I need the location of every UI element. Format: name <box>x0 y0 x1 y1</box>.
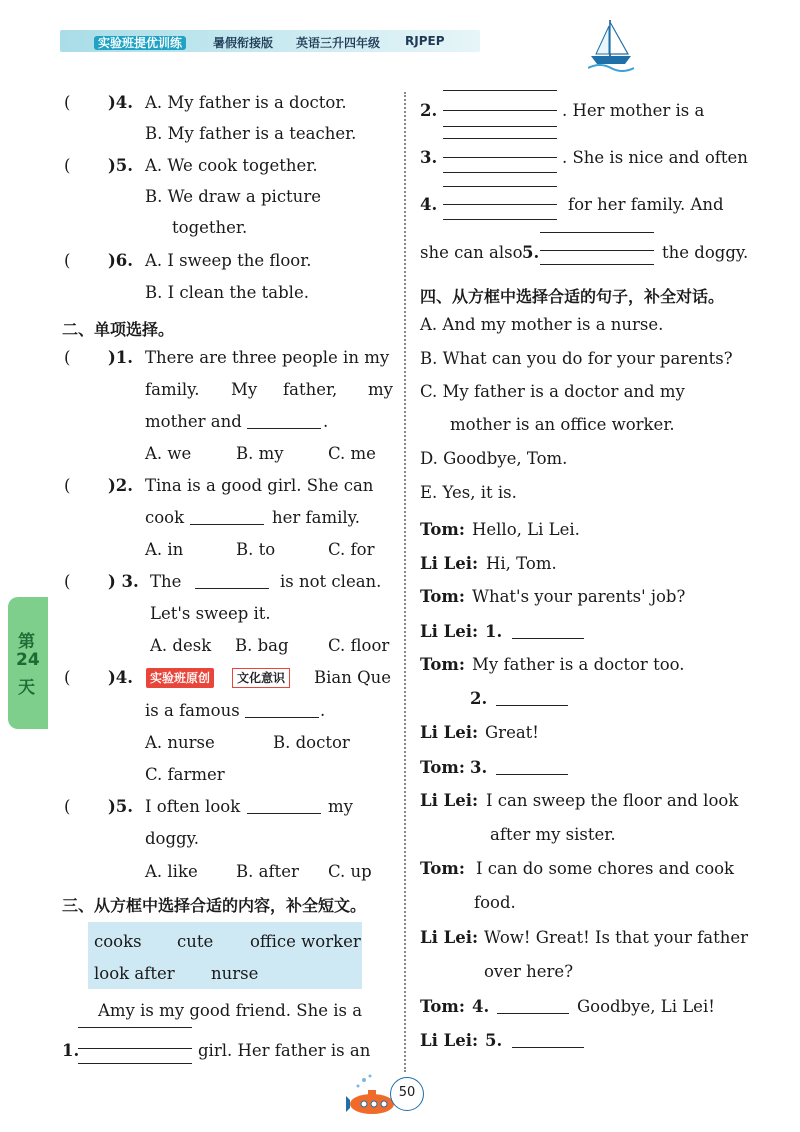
option: A. nurse <box>145 733 215 752</box>
page-number: 50 <box>398 1085 416 1100</box>
answer-blank-guide <box>443 126 557 127</box>
option: B. after <box>236 862 299 881</box>
word-bank-item: cute <box>177 932 214 951</box>
passage-text: . She is nice and often <box>562 148 748 167</box>
word-bank-item: office worker <box>250 932 361 951</box>
question-text: Let's sweep it. <box>150 604 271 623</box>
section-heading: 四、从方框中选择合适的句子，补全对话。 <box>420 287 725 306</box>
answer-blank[interactable] <box>497 1013 569 1014</box>
answer-paren: ( <box>64 668 71 687</box>
answer-blank-guide <box>443 90 557 91</box>
speaker: Tom: <box>420 655 465 674</box>
question-number: )5. <box>108 797 134 816</box>
speaker: Tom: <box>420 997 465 1016</box>
culture-tag: 文化意识 <box>232 668 290 688</box>
answer-blank-guide <box>78 1027 192 1028</box>
answer-blank[interactable] <box>78 1048 192 1049</box>
question-text: family. <box>145 380 200 399</box>
option: B. bag <box>235 636 289 655</box>
header-version: RJPEP <box>405 34 445 48</box>
day-tab-number: 24 <box>16 650 40 670</box>
blank-number: 2. <box>470 689 488 708</box>
question-text: her family. <box>272 508 361 527</box>
option: B. to <box>236 540 276 559</box>
option-b: B. We draw a picture <box>145 187 321 206</box>
sentence-choice: A. And my mother is a nurse. <box>420 315 664 334</box>
option: C. for <box>328 540 375 559</box>
answer-blank[interactable] <box>245 717 319 718</box>
question-text: I often look <box>145 797 241 816</box>
dialog-line: I can do some chores and cook <box>476 859 735 878</box>
answer-blank-guide <box>443 186 557 187</box>
question-number: )5. <box>108 156 134 175</box>
dialog-line-cont: over here? <box>484 962 574 981</box>
speaker: Li Lei: <box>420 723 479 742</box>
option: B. my <box>236 444 284 463</box>
answer-blank[interactable] <box>190 524 264 525</box>
sailboat-icon <box>588 16 634 72</box>
answer-blank[interactable] <box>512 1047 584 1048</box>
option: C. me <box>328 444 376 463</box>
option-a: A. We cook together. <box>145 156 318 175</box>
question-text: my <box>368 380 393 399</box>
dialog-line: Wow! Great! Is that your father <box>484 928 749 947</box>
dialog-line: My father is a doctor too. <box>472 655 685 674</box>
section-heading: 三、从方框中选择合适的内容，补全短文。 <box>62 896 367 915</box>
question-text: father, <box>283 380 338 399</box>
question-number: )4. <box>108 93 134 112</box>
header-subject: 英语三升四年级 <box>296 36 381 50</box>
day-tab-char-2: 天 <box>18 678 35 698</box>
question-text: cook <box>145 508 185 527</box>
answer-blank[interactable] <box>443 157 557 158</box>
option-a: A. My father is a doctor. <box>145 93 347 112</box>
question-text: doggy. <box>145 829 199 848</box>
speaker: Tom: <box>420 587 465 606</box>
word-bank-item: look after <box>94 964 175 983</box>
blank-number: 5. <box>522 243 540 262</box>
blank-number: 4. <box>472 997 490 1016</box>
question-text: The <box>150 572 182 591</box>
dialog-line-cont: food. <box>474 893 516 912</box>
answer-paren: ( <box>64 797 71 816</box>
page-number-badge <box>390 1077 424 1111</box>
question-number: )4. <box>108 668 134 687</box>
option: A. we <box>145 444 192 463</box>
dialog-line: Great! <box>485 723 539 742</box>
day-tab-char-1: 第 <box>18 632 35 652</box>
answer-blank-guide <box>540 232 654 233</box>
passage-text: the doggy. <box>662 243 749 262</box>
answer-paren: ( <box>64 348 71 367</box>
sentence-choice: D. Goodbye, Tom. <box>420 449 568 468</box>
question-number: )2. <box>108 476 134 495</box>
option: B. doctor <box>273 733 350 752</box>
punctuation: . <box>320 701 326 720</box>
passage-text: . Her mother is a <box>562 101 705 120</box>
blank-number: 5. <box>485 1031 503 1050</box>
blank-number: 3. <box>420 148 438 167</box>
answer-blank-guide <box>443 138 557 139</box>
answer-blank-guide <box>540 264 654 265</box>
answer-blank[interactable] <box>247 813 321 814</box>
option-b-cont: together. <box>172 218 248 237</box>
speaker: Li Lei: <box>420 928 479 947</box>
question-text: my <box>328 797 353 816</box>
speaker: Tom: <box>420 859 465 878</box>
option: C. floor <box>328 636 390 655</box>
answer-blank[interactable] <box>247 428 321 429</box>
question-text: There are three people in my <box>145 348 390 367</box>
question-number: )1. <box>108 348 134 367</box>
speaker: Li Lei: <box>420 622 479 641</box>
answer-paren: ( <box>64 251 71 270</box>
sentence-choice: E. Yes, it is. <box>420 483 517 502</box>
answer-blank[interactable] <box>512 638 584 639</box>
dialog-line: I can sweep the floor and look <box>486 791 739 810</box>
blank-number: 3. <box>470 758 488 777</box>
page-header <box>0 0 800 80</box>
header-edition: 暑假衔接版 <box>213 36 274 50</box>
answer-blank-guide <box>443 172 557 173</box>
answer-blank[interactable] <box>195 588 269 589</box>
header-brand: 实验班提优训练 <box>94 34 186 51</box>
question-number: )6. <box>108 251 134 270</box>
answer-blank[interactable] <box>496 774 568 775</box>
option: C. farmer <box>145 765 225 784</box>
answer-blank[interactable] <box>443 204 557 205</box>
option: A. in <box>145 540 184 559</box>
punctuation: . <box>323 412 329 431</box>
passage-text: for her family. And <box>568 195 724 214</box>
sentence-choice-cont: mother is an office worker. <box>450 415 675 434</box>
blank-number: 1. <box>485 622 503 641</box>
option-a: A. I sweep the floor. <box>145 251 312 270</box>
option: A. desk <box>150 636 212 655</box>
speaker: Li Lei: <box>420 554 479 573</box>
answer-blank[interactable] <box>496 705 568 706</box>
question-text: is not clean. <box>280 572 382 591</box>
column-divider <box>404 92 406 1072</box>
question-text: Tina is a good girl. She can <box>145 476 374 495</box>
dialog-line: What's your parents' job? <box>472 587 686 606</box>
question-text: mother and <box>145 412 242 431</box>
dialog-line-cont: after my sister. <box>490 825 616 844</box>
speaker: Li Lei: <box>420 791 479 810</box>
day-tab <box>8 597 48 729</box>
blank-number: 1. <box>62 1041 80 1060</box>
answer-blank[interactable] <box>540 250 654 251</box>
option-b: B. My father is a teacher. <box>145 124 357 143</box>
answer-paren: ( <box>64 476 71 495</box>
speaker: Tom: <box>420 520 465 539</box>
passage-text: girl. Her father is an <box>198 1041 371 1060</box>
answer-blank-guide <box>443 219 557 220</box>
sentence-choice: C. My father is a doctor and my <box>420 382 685 401</box>
dialog-line: Hello, Li Lei. <box>472 520 580 539</box>
speaker: Li Lei: <box>420 1031 479 1050</box>
dialog-line: Goodbye, Li Lei! <box>577 997 715 1016</box>
sentence-choice: B. What can you do for your parents? <box>420 349 733 368</box>
answer-blank[interactable] <box>443 110 557 111</box>
answer-blank-guide <box>78 1063 192 1064</box>
answer-paren: ( <box>64 156 71 175</box>
passage-text: Amy is my good friend. She is a <box>98 1001 363 1020</box>
question-text: My <box>231 380 258 399</box>
option: C. up <box>328 862 372 881</box>
original-tag: 实验班原创 <box>146 668 214 688</box>
dialog-line: Hi, Tom. <box>486 554 557 573</box>
speaker: Tom: <box>420 758 465 777</box>
question-number: ) 3. <box>108 572 139 591</box>
passage-text: she can also <box>420 243 523 262</box>
blank-number: 2. <box>420 101 438 120</box>
option-b: B. I clean the table. <box>145 283 309 302</box>
word-bank-item: nurse <box>211 964 259 983</box>
blank-number: 4. <box>420 195 438 214</box>
option: A. like <box>145 862 198 881</box>
answer-paren: ( <box>64 572 71 591</box>
answer-paren: ( <box>64 93 71 112</box>
section-heading: 二、单项选择。 <box>62 320 175 339</box>
question-text: is a famous <box>145 701 240 720</box>
word-bank-item: cooks <box>94 932 142 951</box>
question-text: Bian Que <box>314 668 392 687</box>
